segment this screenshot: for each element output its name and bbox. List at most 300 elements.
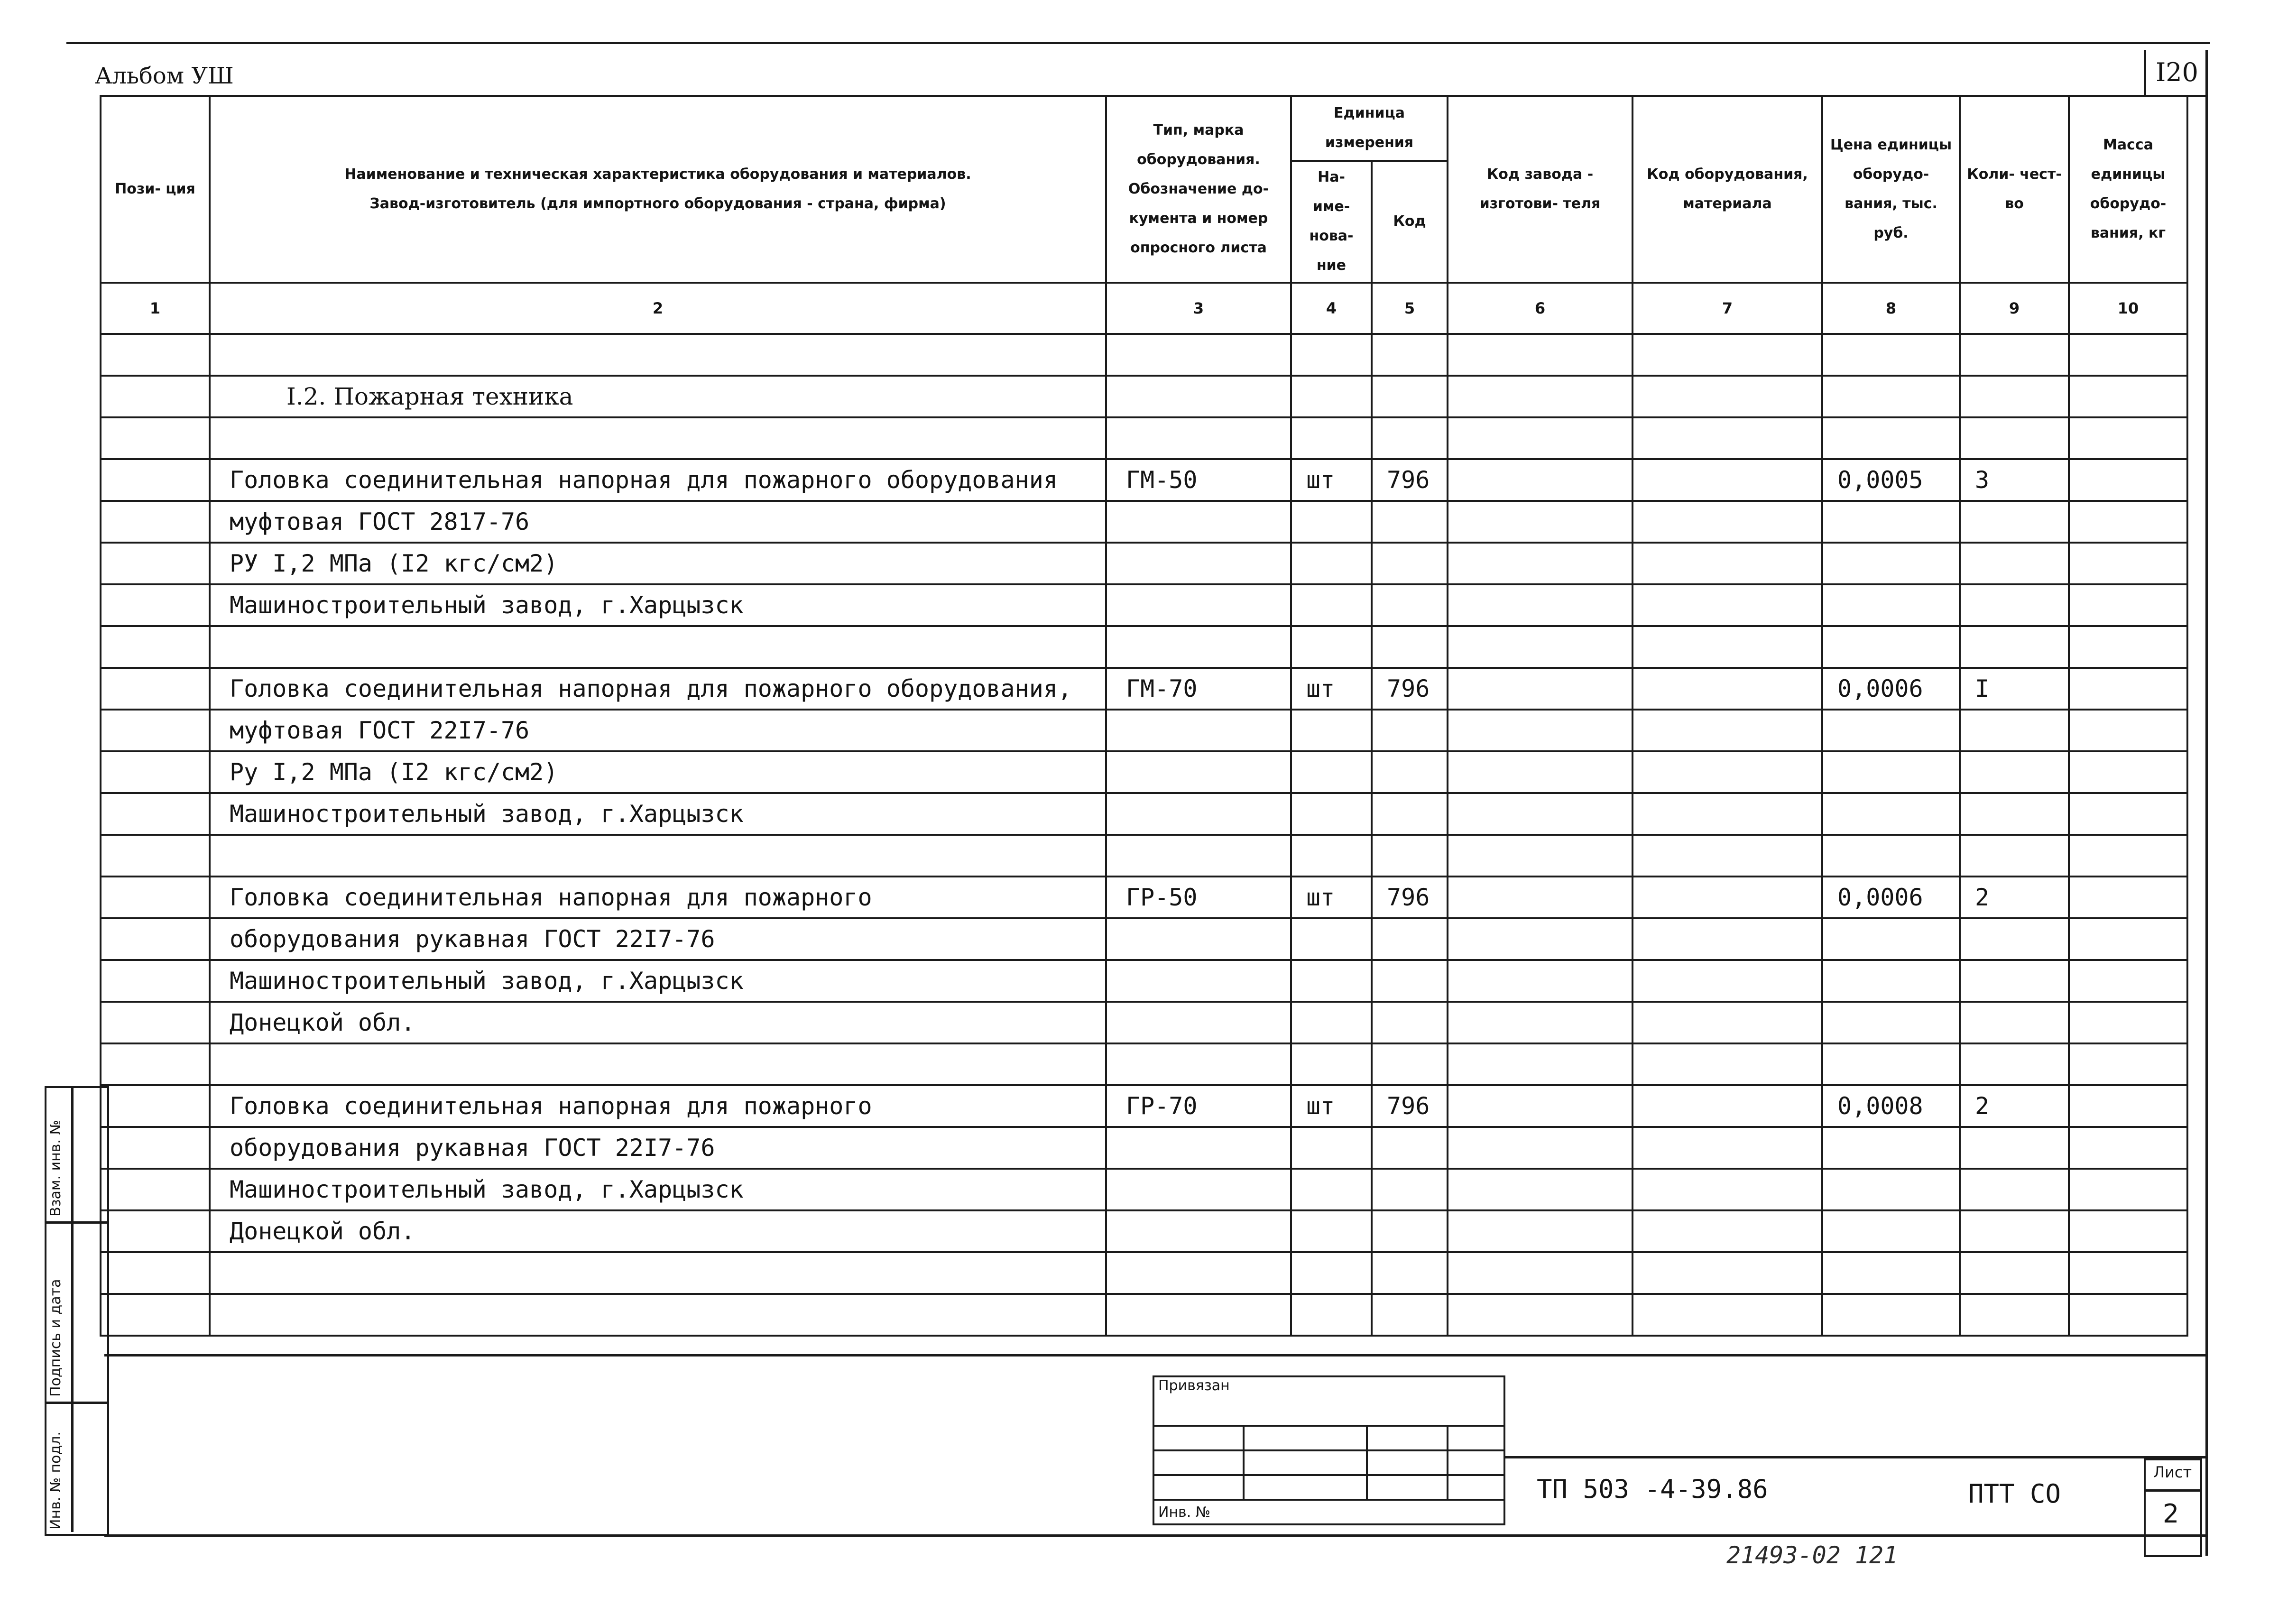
table-cell bbox=[210, 626, 1106, 668]
table-cell bbox=[1960, 626, 2069, 668]
table-cell bbox=[1448, 584, 1633, 626]
table-cell bbox=[1291, 417, 1372, 459]
table-cell bbox=[101, 584, 210, 626]
table-cell bbox=[1291, 1043, 1372, 1085]
table-cell bbox=[1448, 334, 1633, 376]
table-cell bbox=[1448, 1043, 1633, 1085]
table-cell bbox=[1106, 793, 1291, 835]
header-unit-code: Код bbox=[1372, 161, 1448, 283]
table-cell bbox=[2069, 543, 2187, 584]
table-cell bbox=[1291, 710, 1372, 751]
table-header bbox=[101, 96, 2187, 161]
table-cell bbox=[2069, 710, 2187, 751]
header-unit-group: Единица измерения bbox=[1291, 96, 1448, 161]
table-cell bbox=[101, 1002, 210, 1043]
table-cell bbox=[1448, 376, 1633, 417]
table-cell bbox=[1822, 1210, 1960, 1252]
table-cell bbox=[1372, 710, 1448, 751]
table-cell bbox=[1106, 501, 1291, 543]
table-cell bbox=[2069, 835, 2187, 877]
item-price: 0,0005 bbox=[1822, 459, 1960, 501]
table-cell bbox=[1960, 1169, 2069, 1210]
table-cell bbox=[1633, 626, 1822, 668]
table-row bbox=[101, 710, 2187, 751]
table-cell bbox=[101, 877, 210, 918]
table-cell bbox=[1633, 960, 1822, 1002]
table-cell bbox=[101, 668, 210, 710]
table-cell bbox=[2069, 1127, 2187, 1169]
table-cell bbox=[1633, 710, 1822, 751]
table-cell bbox=[1633, 376, 1822, 417]
table-cell bbox=[101, 1085, 210, 1127]
table-cell bbox=[1822, 1252, 1960, 1294]
table-cell bbox=[1822, 501, 1960, 543]
item-unit: шт bbox=[1291, 459, 1372, 501]
header-name-line1: Наименование и техническая характеристика оборудования и материалов. bbox=[344, 166, 971, 183]
header-type: Тип, марка оборудования. Обозначение до- кумента и номер опросного листа bbox=[1106, 96, 1291, 283]
table-cell bbox=[101, 918, 210, 960]
table-cell bbox=[1372, 960, 1448, 1002]
table-cell bbox=[1448, 459, 1633, 501]
stamp-cell bbox=[1244, 1450, 1367, 1475]
table-row bbox=[101, 1085, 2187, 1127]
item-unit-code: 796 bbox=[1372, 668, 1448, 710]
table-cell bbox=[1822, 543, 1960, 584]
item-description: Головка соединительная напорная для пожарного оборудования, bbox=[210, 668, 1106, 710]
col-number: 5 bbox=[1372, 283, 1448, 334]
table-cell bbox=[1448, 501, 1633, 543]
table-cell bbox=[1960, 376, 2069, 417]
table-cell bbox=[1106, 835, 1291, 877]
table-cell bbox=[1291, 1002, 1372, 1043]
item-quantity: 2 bbox=[1960, 1085, 2069, 1127]
table-row bbox=[101, 584, 2187, 626]
table-cell bbox=[101, 334, 210, 376]
item-quantity: 2 bbox=[1960, 877, 2069, 918]
stamp-cell bbox=[1448, 1450, 1504, 1475]
table-cell bbox=[101, 960, 210, 1002]
item-price: 0,0006 bbox=[1822, 877, 1960, 918]
table-cell bbox=[2069, 334, 2187, 376]
margin-vzam-inv: Взам. инв. № bbox=[47, 1120, 64, 1217]
table-cell bbox=[1633, 751, 1822, 793]
table-cell bbox=[1448, 918, 1633, 960]
item-description: Донецкой обл. bbox=[210, 1210, 1106, 1252]
table-cell bbox=[101, 751, 210, 793]
inv-label: Инв. № bbox=[1153, 1500, 1504, 1524]
col-number: 6 bbox=[1448, 283, 1633, 334]
table-cell bbox=[1960, 584, 2069, 626]
table-row bbox=[101, 1002, 2187, 1043]
table-cell bbox=[1448, 960, 1633, 1002]
table-cell bbox=[1822, 1127, 1960, 1169]
item-description: Машиностроительный завод, г.Харцызск bbox=[210, 960, 1106, 1002]
table-cell bbox=[1448, 1127, 1633, 1169]
stamp-cell bbox=[1153, 1475, 1244, 1500]
header-price: Цена единицы оборудо- вания, тыс. руб. bbox=[1822, 96, 1960, 283]
table-cell bbox=[1106, 1210, 1291, 1252]
item-type: ГР-70 bbox=[1106, 1085, 1291, 1127]
table-cell bbox=[1822, 1002, 1960, 1043]
header-unit-name: На- име- нова- ние bbox=[1291, 161, 1372, 283]
table-cell bbox=[1106, 1043, 1291, 1085]
item-description: Головка соединительная напорная для пожарного оборудования bbox=[210, 459, 1106, 501]
item-description: Головка соединительная напорная для пожарного bbox=[210, 877, 1106, 918]
table-cell bbox=[1291, 376, 1372, 417]
table-cell bbox=[1633, 835, 1822, 877]
table-cell bbox=[1106, 626, 1291, 668]
table-cell bbox=[1372, 751, 1448, 793]
stamp-cell bbox=[1244, 1475, 1367, 1500]
header-maker-code: Код завода - изготови- теля bbox=[1448, 96, 1633, 283]
table-cell bbox=[1448, 1210, 1633, 1252]
item-description: РУ I,2 МПа (I2 кгс/см2) bbox=[210, 543, 1106, 584]
table-cell bbox=[1372, 334, 1448, 376]
table-cell bbox=[2069, 877, 2187, 918]
item-unit: шт bbox=[1291, 668, 1372, 710]
table-row bbox=[101, 334, 2187, 376]
item-description: Машиностроительный завод, г.Харцызск bbox=[210, 793, 1106, 835]
table-cell bbox=[1822, 626, 1960, 668]
table-cell bbox=[1372, 543, 1448, 584]
table-cell bbox=[1633, 501, 1822, 543]
table-cell bbox=[1372, 918, 1448, 960]
section-title: I.2. Пожарная техника bbox=[210, 376, 1106, 417]
item-description: оборудования рукавная ГОСТ 22I7-76 bbox=[210, 1127, 1106, 1169]
table-cell bbox=[101, 835, 210, 877]
table-cell bbox=[1372, 835, 1448, 877]
table-cell bbox=[101, 1294, 210, 1336]
table-row bbox=[101, 501, 2187, 543]
table-cell bbox=[1291, 793, 1372, 835]
table-row bbox=[101, 793, 2187, 835]
table-cell bbox=[1106, 1002, 1291, 1043]
table-cell bbox=[1291, 1210, 1372, 1252]
item-description: Донецкой обл. bbox=[210, 1002, 1106, 1043]
table-cell bbox=[1822, 751, 1960, 793]
table-cell bbox=[210, 1043, 1106, 1085]
table-cell bbox=[1448, 1252, 1633, 1294]
table-cell bbox=[2069, 376, 2187, 417]
stamp-cell bbox=[1153, 1450, 1244, 1475]
table-cell bbox=[1822, 835, 1960, 877]
document-code: ТП 503 -4-39.86 bbox=[1537, 1474, 1768, 1504]
stamp-cell bbox=[1153, 1426, 1244, 1450]
table-cell bbox=[1633, 1252, 1822, 1294]
table-cell bbox=[1960, 501, 2069, 543]
table-cell bbox=[1633, 459, 1822, 501]
table-cell bbox=[210, 835, 1106, 877]
margin-divider bbox=[45, 1221, 107, 1224]
table-cell bbox=[1372, 1002, 1448, 1043]
table-cell bbox=[1106, 1252, 1291, 1294]
stamp-cell bbox=[1367, 1450, 1448, 1475]
table-cell bbox=[1372, 626, 1448, 668]
table-cell bbox=[101, 710, 210, 751]
table-row bbox=[101, 1252, 2187, 1294]
table-cell bbox=[1633, 1210, 1822, 1252]
table-cell bbox=[1960, 1127, 2069, 1169]
table-cell bbox=[1633, 668, 1822, 710]
table-cell bbox=[1291, 960, 1372, 1002]
stamp-cell bbox=[1244, 1426, 1367, 1450]
table-cell bbox=[1372, 417, 1448, 459]
header-name-line2: Завод-изготовитель (для импортного оборудования - страна, фирма) bbox=[369, 195, 946, 212]
item-unit: шт bbox=[1291, 1085, 1372, 1127]
table-cell bbox=[2069, 793, 2187, 835]
table-cell bbox=[2069, 584, 2187, 626]
table-cell bbox=[1106, 751, 1291, 793]
table-cell bbox=[2069, 1085, 2187, 1127]
item-price: 0,0008 bbox=[1822, 1085, 1960, 1127]
table-cell bbox=[1106, 918, 1291, 960]
item-description: Машиностроительный завод, г.Харцызск bbox=[210, 1169, 1106, 1210]
table-cell bbox=[210, 1294, 1106, 1336]
table-cell bbox=[1291, 543, 1372, 584]
item-description: муфтовая ГОСТ 22I7-76 bbox=[210, 710, 1106, 751]
sheet-number: 2 bbox=[2163, 1499, 2179, 1529]
table-cell bbox=[2069, 1252, 2187, 1294]
table-cell bbox=[1822, 918, 1960, 960]
table-cell bbox=[1960, 1210, 2069, 1252]
table-row bbox=[101, 1294, 2187, 1336]
archive-number: 21493-02 121 bbox=[1726, 1541, 1898, 1569]
header-name bbox=[210, 96, 1106, 283]
table-cell bbox=[1448, 417, 1633, 459]
table-cell bbox=[1822, 334, 1960, 376]
table-cell bbox=[1822, 417, 1960, 459]
table-cell bbox=[1291, 1294, 1372, 1336]
table-cell bbox=[1822, 1169, 1960, 1210]
table-cell bbox=[1960, 334, 2069, 376]
table-cell bbox=[1960, 960, 2069, 1002]
table-cell bbox=[1633, 1043, 1822, 1085]
specification-table bbox=[100, 95, 2188, 1337]
col-number: 8 bbox=[1822, 283, 1960, 334]
table-cell bbox=[1372, 793, 1448, 835]
item-quantity: I bbox=[1960, 668, 2069, 710]
table-cell bbox=[1372, 1210, 1448, 1252]
table-cell bbox=[1448, 835, 1633, 877]
table-cell bbox=[1633, 793, 1822, 835]
table-row bbox=[101, 1127, 2187, 1169]
stamp-cell bbox=[1367, 1426, 1448, 1450]
table-cell bbox=[2069, 1169, 2187, 1210]
sheet-box-divider bbox=[2144, 1489, 2200, 1492]
item-description: оборудования рукавная ГОСТ 22I7-76 bbox=[210, 918, 1106, 960]
frame-right-line bbox=[2205, 50, 2208, 1556]
linking-stamp bbox=[1153, 1375, 1505, 1525]
table-row bbox=[101, 626, 2187, 668]
table-cell bbox=[101, 376, 210, 417]
table-row bbox=[101, 960, 2187, 1002]
table-cell bbox=[1291, 626, 1372, 668]
header-position: Пози- ция bbox=[101, 96, 210, 283]
table-cell bbox=[1448, 626, 1633, 668]
item-unit-code: 796 bbox=[1372, 459, 1448, 501]
table-cell bbox=[1448, 1169, 1633, 1210]
table-cell bbox=[1448, 710, 1633, 751]
table-cell bbox=[1448, 1002, 1633, 1043]
table-row bbox=[101, 668, 2187, 710]
page-number: I20 bbox=[2144, 50, 2208, 97]
table-row bbox=[101, 459, 2187, 501]
table-cell bbox=[1291, 835, 1372, 877]
table-cell bbox=[1960, 1002, 2069, 1043]
table-cell bbox=[1106, 1127, 1291, 1169]
table-cell bbox=[210, 417, 1106, 459]
header-quantity: Коли- чест- во bbox=[1960, 96, 2069, 283]
col-number: 1 bbox=[101, 283, 210, 334]
table-cell bbox=[1633, 334, 1822, 376]
col-number: 9 bbox=[1960, 283, 2069, 334]
table-cell bbox=[1822, 584, 1960, 626]
table-cell bbox=[101, 501, 210, 543]
table-cell bbox=[101, 417, 210, 459]
table-cell bbox=[1372, 1294, 1448, 1336]
margin-divider bbox=[71, 1086, 74, 1532]
frame-top-line bbox=[66, 42, 2210, 44]
item-unit-code: 796 bbox=[1372, 877, 1448, 918]
table-cell bbox=[2069, 918, 2187, 960]
table-cell bbox=[1633, 1169, 1822, 1210]
table-row bbox=[101, 1043, 2187, 1085]
table-cell bbox=[210, 334, 1106, 376]
table-cell bbox=[1822, 1294, 1960, 1336]
table-cell bbox=[1106, 376, 1291, 417]
table-cell bbox=[1633, 1002, 1822, 1043]
item-description: Машиностроительный завод, г.Харцызск bbox=[210, 584, 1106, 626]
table-row bbox=[101, 918, 2187, 960]
item-type: ГМ-50 bbox=[1106, 459, 1291, 501]
col-number: 10 bbox=[2069, 283, 2187, 334]
table-cell bbox=[2069, 668, 2187, 710]
table-cell bbox=[1106, 1294, 1291, 1336]
table-cell bbox=[2069, 960, 2187, 1002]
table-cell bbox=[1633, 584, 1822, 626]
table-cell bbox=[1960, 751, 2069, 793]
table-cell bbox=[101, 459, 210, 501]
table-cell bbox=[1291, 1169, 1372, 1210]
table-cell bbox=[1106, 417, 1291, 459]
table-cell bbox=[1633, 877, 1822, 918]
table-cell bbox=[1291, 918, 1372, 960]
table-cell bbox=[1960, 710, 2069, 751]
table-row bbox=[101, 1210, 2187, 1252]
item-description: муфтовая ГОСТ 2817-76 bbox=[210, 501, 1106, 543]
table-cell bbox=[1633, 1085, 1822, 1127]
table-cell bbox=[1372, 1127, 1448, 1169]
table-cell bbox=[1448, 1294, 1633, 1336]
table-cell bbox=[1448, 751, 1633, 793]
table-cell bbox=[1372, 501, 1448, 543]
table-cell bbox=[1960, 918, 2069, 960]
table-cell bbox=[1633, 918, 1822, 960]
table-cell bbox=[1106, 543, 1291, 584]
document-mark: ПТТ СО bbox=[1968, 1479, 2061, 1509]
table-row bbox=[101, 1169, 2187, 1210]
margin-inv-orig: Инв. № подл. bbox=[47, 1431, 64, 1530]
table-cell bbox=[101, 793, 210, 835]
table-cell bbox=[2069, 626, 2187, 668]
table-cell bbox=[1960, 543, 2069, 584]
table-row bbox=[101, 417, 2187, 459]
stamp-cell bbox=[1367, 1475, 1448, 1500]
margin-divider bbox=[45, 1402, 107, 1404]
table-cell bbox=[1822, 960, 1960, 1002]
table-row bbox=[101, 376, 2187, 417]
margin-sign-date: Подпись и дата bbox=[47, 1279, 64, 1397]
table-cell bbox=[101, 1043, 210, 1085]
table-cell bbox=[2069, 1294, 2187, 1336]
table-cell bbox=[1291, 334, 1372, 376]
sheet-label: Лист bbox=[2153, 1463, 2192, 1481]
table-cell bbox=[1106, 334, 1291, 376]
table-row bbox=[101, 877, 2187, 918]
table-cell bbox=[101, 1169, 210, 1210]
table-cell bbox=[1448, 877, 1633, 918]
table-cell bbox=[2069, 417, 2187, 459]
table-cell bbox=[2069, 1002, 2187, 1043]
column-number-row bbox=[101, 283, 2187, 334]
table-cell bbox=[2069, 751, 2187, 793]
table-cell bbox=[101, 626, 210, 668]
header-mass: Масса единицы оборудо- вания, кг bbox=[2069, 96, 2187, 283]
table-cell bbox=[101, 543, 210, 584]
table-cell bbox=[101, 1252, 210, 1294]
table-cell bbox=[1448, 1085, 1633, 1127]
table-cell bbox=[2069, 1210, 2187, 1252]
table-cell bbox=[2069, 501, 2187, 543]
table-cell bbox=[1372, 1252, 1448, 1294]
table-cell bbox=[1106, 960, 1291, 1002]
item-description: Головка соединительная напорная для пожарного bbox=[210, 1085, 1106, 1127]
table-cell bbox=[1633, 1127, 1822, 1169]
table-row bbox=[101, 543, 2187, 584]
table-cell bbox=[1633, 417, 1822, 459]
table-cell bbox=[1633, 543, 1822, 584]
table-cell bbox=[1291, 751, 1372, 793]
table-cell bbox=[2069, 459, 2187, 501]
table-cell bbox=[101, 1127, 210, 1169]
item-type: ГР-50 bbox=[1106, 877, 1291, 918]
table-cell bbox=[1960, 1294, 2069, 1336]
table-cell bbox=[210, 1252, 1106, 1294]
table-cell bbox=[1291, 1252, 1372, 1294]
table-cell bbox=[1106, 1169, 1291, 1210]
stamp-cell bbox=[1448, 1426, 1504, 1450]
title-block-bottom-line bbox=[104, 1534, 2205, 1537]
table-cell bbox=[1291, 501, 1372, 543]
table-cell bbox=[1960, 835, 2069, 877]
table-cell bbox=[1822, 710, 1960, 751]
header-equipment-code: Код оборудования, материала bbox=[1633, 96, 1822, 283]
col-number: 3 bbox=[1106, 283, 1291, 334]
table-cell bbox=[1960, 1043, 2069, 1085]
table-cell bbox=[1291, 1127, 1372, 1169]
table-cell bbox=[1448, 668, 1633, 710]
table-cell bbox=[1960, 1252, 2069, 1294]
col-number: 4 bbox=[1291, 283, 1372, 334]
table-cell bbox=[1448, 543, 1633, 584]
linked-label: Привязан bbox=[1153, 1376, 1504, 1426]
col-number: 2 bbox=[210, 283, 1106, 334]
album-label: Альбом УШ bbox=[95, 63, 234, 89]
table-cell bbox=[1822, 793, 1960, 835]
table-cell bbox=[1960, 417, 2069, 459]
item-unit-code: 796 bbox=[1372, 1085, 1448, 1127]
table-row bbox=[101, 751, 2187, 793]
